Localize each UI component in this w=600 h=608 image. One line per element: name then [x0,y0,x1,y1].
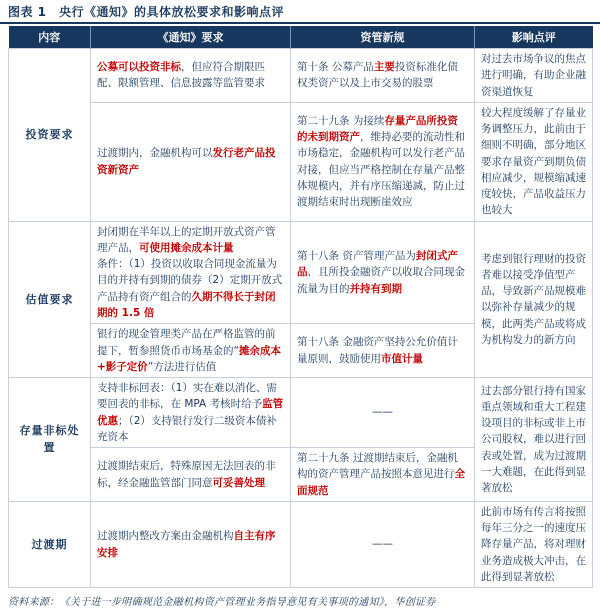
column-header-content: 内容 [9,26,91,49]
text-segment: 考虑到银行理财的投资者难以接受净值型产品，导致新产品规模难以弥补存量减少的规模，此两类产品或将成为机构发力的新方向 [481,252,586,346]
text-segment: 过渡期结束后，特殊原因无法回表的非标，经金融监管部门同意 [97,460,276,489]
text-segment: ，但应符合期限匹配、限额管理、信息披露等监管要求 [97,61,265,90]
text-segment: 主要 [373,61,395,74]
text-segment: 条件：（1）投资以收取合同现金流量为目的并持有到期的债券（2）定期开放式产品持有资产组合的 [97,258,283,303]
column-header-notice: 《通知》要求 [91,26,291,49]
text-segment: 支持非标回表：（1）实在难以消化、需要回表的非标，在 MPA 考核时给予 [97,382,277,411]
text-segment: 第二十九条 过渡期结束后，金融机构的资产管理产品按照本意见进行 [297,452,458,481]
text-segment: 过渡期内，金融机构可以 [97,147,213,160]
cell-rule [291,102,475,221]
cell-comment [475,501,593,587]
table-row [9,501,593,587]
header-row [9,26,593,49]
text-segment: 自主有序安排 [97,530,276,559]
text-segment: 第十八条 资产管理产品为 [297,250,416,263]
text-segment: 封闭期在半年以上的定期开放式资产管理产品， [97,225,276,254]
table-row [9,221,593,324]
cell-rule-empty [291,378,475,448]
row-label-valuation: 估值要求 [9,221,91,377]
cell-notice [91,49,291,103]
text-segment: 第十八条 金融资产坚持公允价值计量原则，鼓励使用 [297,336,458,365]
figure-title: 图表 1 央行《通知》的具体放松要求和影响点评 [8,5,285,19]
dash-placeholder: —— [372,406,393,419]
text-segment: 封闭式产品 [297,250,458,279]
cell-comment [475,221,593,377]
text-segment: 第二十九条 为接续 [297,114,385,127]
cell-notice [91,448,291,502]
source-note: 资料来源：《关于进一步明确规范金融机构资产管理业务指导意见有关事项的通知》，华创证券 [8,597,436,608]
text-segment: 第十条 公募产品 [297,61,374,74]
text-segment: 公募可以投资非标 [97,61,181,74]
text-segment: ，且所投金融资产以收取合同现金流量为目的 [297,266,465,295]
text-segment: 久期不得长于封闭期的 1.5 倍 [97,290,276,319]
cell-rule [291,448,475,502]
regulation-comparison-table [8,26,593,588]
cell-notice [91,501,291,587]
row-label-transition-period: 过渡期 [9,501,91,587]
text-segment: 存量产品所投资的未到期资产 [297,114,458,144]
dash-placeholder: —— [372,538,393,551]
text-segment: 可使用摊余成本计量 [139,241,234,254]
column-header-rule: 资管新规 [291,26,475,49]
table-row [9,378,593,448]
cell-rule [291,221,475,324]
cell-notice [91,324,291,378]
text-segment: 对过去市场争议的焦点进行明确，有助企业融资渠道恢复 [481,53,586,98]
cell-notice [91,378,291,448]
cell-rule [291,324,475,378]
text-segment: 发行老产品投资新资产 [97,147,276,176]
table-row [9,49,593,103]
text-segment: 并持有到期 [349,282,402,295]
text-segment: 较大程度缓解了存量业务调整压力，此前由于细则不明确，部分地区要求存量资产到期负债相应减少，规模缩减速度较快，产品收益压力也较大 [481,106,586,217]
text-segment: 银行的现金管理类产品在严格监管的前提下，暂参照货币市场基金的“ [97,328,276,357]
table-row [9,102,593,221]
cell-comment [475,102,593,221]
cell-rule [291,49,475,103]
cell-comment [475,378,593,502]
cell-comment [475,49,593,103]
column-header-comment: 影响点评 [475,26,593,49]
text-segment: 监管优惠 [97,398,284,427]
text-segment: 摊余成本+影子定价 [97,344,281,373]
text-segment: 市值计量 [381,352,423,365]
title-rule [0,22,600,24]
text-segment: 全面规范 [297,468,465,497]
row-label-investment: 投资要求 [9,49,91,222]
text-segment: ，维持必要的流动性和市场稳定，金融机构可以发行老产品对接，但应当严格控制在存量产品整体规模内，并有序压缩递减，防止过渡期结束时出现断崖效应 [297,131,465,209]
cell-notice [91,102,291,221]
cell-rule-empty [291,501,475,587]
text-segment: 过渡期内整改方案由金融机构 [97,530,234,543]
text-segment: 过去部分银行持有国家重点领域和重大工程建设项目的非标或非上市公司股权，难以进行回表或处置，成为过渡期一大难题，在此得到显著放松 [481,384,586,495]
text-segment: 投资标准化债权类资产以及上市交易的股票 [297,61,458,90]
text-segment: 可妥善处理 [212,476,265,489]
cell-notice [91,221,291,324]
text-segment: 此前市场有传言将按照每年三分之一的速度压降存量产品，将对理财业务造成极大冲击，在此得到显著放松 [481,505,586,583]
text-segment: ；（2）支持银行发行二级资本债补充资本 [97,414,277,443]
row-label-nonstandard-assets: 存量非标处置 [9,378,91,502]
text-segment: ”方法进行估值 [147,360,217,373]
